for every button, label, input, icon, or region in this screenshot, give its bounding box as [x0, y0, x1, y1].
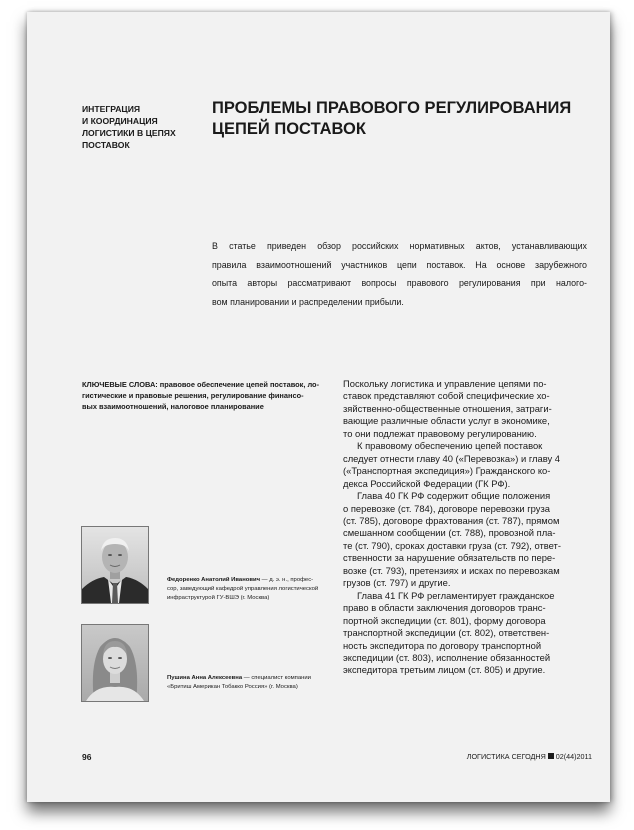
article-title: [212, 98, 592, 140]
title-line: ЦЕПЕЙ ПОСТАВОК: [212, 120, 366, 138]
page-number: 96: [82, 752, 92, 762]
author-photo-pushina: [81, 624, 149, 702]
section-label: [82, 103, 207, 151]
body-line: грузов (ст. 797) и другие.: [343, 577, 451, 589]
keywords-line: КЛЮЧЕВЫЕ СЛОВА: правовое обеспечение цепей поставок, ло-: [82, 380, 320, 389]
section-label-line: ИНТЕГРАЦИЯ: [82, 104, 141, 114]
section-label-line: ЛОГИСТИКИ В ЦЕПЯХ: [82, 128, 176, 138]
body-line: то они подлежат правовому регулированию.: [343, 427, 537, 439]
woman-portrait-icon: [82, 625, 148, 701]
article-body: [343, 378, 595, 677]
journal-name: ЛОГИСТИКА СЕГОДНЯ: [466, 752, 546, 761]
body-line: экспедиции (ст. 803), исполнение обязанностей: [343, 651, 551, 663]
abstract-line: вом планировании и распределении прибыли.: [212, 296, 404, 307]
body-line: Глава 41 ГК РФ регламентирует гражданское: [357, 589, 555, 601]
body-line: транспортной экспедиции (ст. 802), ответствен-: [343, 627, 550, 639]
journal-footer: [432, 752, 592, 761]
body-line: экспедитора третьим лицом (ст. 805) и другие.: [343, 664, 546, 676]
author-info-pushina: [167, 674, 337, 692]
body-line: К правовому обеспечению цепей поставок: [357, 440, 543, 452]
body-line: ственности за нарушение обязательств по пере-: [343, 552, 556, 564]
body-line: Поскольку логистика и управление цепями по-: [343, 378, 547, 389]
title-line: ПРОБЛЕМЫ ПРАВОВОГО РЕГУЛИРОВАНИЯ: [212, 99, 572, 117]
body-line: право в области заключения договоров транс-: [343, 602, 546, 614]
author-info-fedorenko: [167, 576, 337, 603]
author-photo-fedorenko: [81, 526, 149, 604]
body-line: о перевозке (ст. 784), договоре перевозки груза: [343, 502, 550, 514]
keywords: [82, 379, 327, 412]
journal-issue: 02(44)2011: [555, 752, 592, 761]
journal-page: [27, 12, 610, 802]
body-line: (ст. 785), договоре фрахтования (ст. 787), прямом: [343, 514, 560, 526]
abstract-line: В статье приведен обзор российских нормативных актов, устанавливающих: [212, 241, 587, 251]
section-label-line: ПОСТАВОК: [82, 140, 130, 150]
body-line: ставок представляют собой специфические хо-: [343, 390, 550, 402]
abstract: [212, 237, 587, 311]
body-line: Глава 40 ГК РФ содержит общие положения: [357, 490, 551, 502]
keywords-line: гистические и правовые решения, регулирование финансо-: [82, 391, 304, 400]
author-name: Федоренко Анатолий Иванович: [167, 577, 261, 583]
body-line: зяйственно-общественные отношения, затраги-: [343, 402, 552, 414]
author-name: Пушина Анна Алексеевна: [167, 675, 243, 681]
body-line: вающие различные области услуг в экономике,: [343, 415, 550, 427]
body-line: смешанном сообщении (ст. 788), провозной пла-: [343, 527, 556, 539]
author-desc: инфраструктурой ГУ-ВШЭ (г. Москва): [167, 595, 270, 601]
section-label-line: И КООРДИНАЦИЯ: [82, 116, 158, 126]
abstract-line: правила взаимоотношений участников цепи поставок. На основе зарубежного: [212, 259, 587, 270]
body-line: возке (ст. 793), претензиях и исках по перевозкам: [343, 564, 560, 576]
abstract-line: опыта авторы рассматривают вопросы правового регулирования при налого-: [212, 278, 587, 288]
body-line: портной экспедиции (ст. 801), форму договора: [343, 614, 546, 626]
author-desc: сор, заведующий кафедрой управления логистической: [167, 586, 319, 592]
square-bullet-icon: [548, 753, 554, 759]
author-desc: — д. э. н., профес-: [260, 577, 314, 583]
author-desc: «Бритиш Американ Тобакко Россия» (г. Москва): [167, 684, 298, 690]
keywords-line: вых взаимоотношений, налоговое планирование: [82, 402, 264, 411]
author-desc: — специалист компании: [242, 675, 311, 681]
body-line: те (ст. 790), сроках доставки груза (ст. 792), ответ-: [343, 539, 561, 551]
man-portrait-icon: [82, 527, 148, 603]
body-line: декса Российской Федерации (ГК РФ).: [343, 477, 511, 489]
body-line: ность экспедитора по договору транспортной: [343, 639, 542, 651]
body-line: следует отнести главу 40 («Перевозка») и главу 4: [343, 452, 561, 464]
body-line: («Транспортная экспедиция») Гражданского ко-: [343, 465, 551, 477]
